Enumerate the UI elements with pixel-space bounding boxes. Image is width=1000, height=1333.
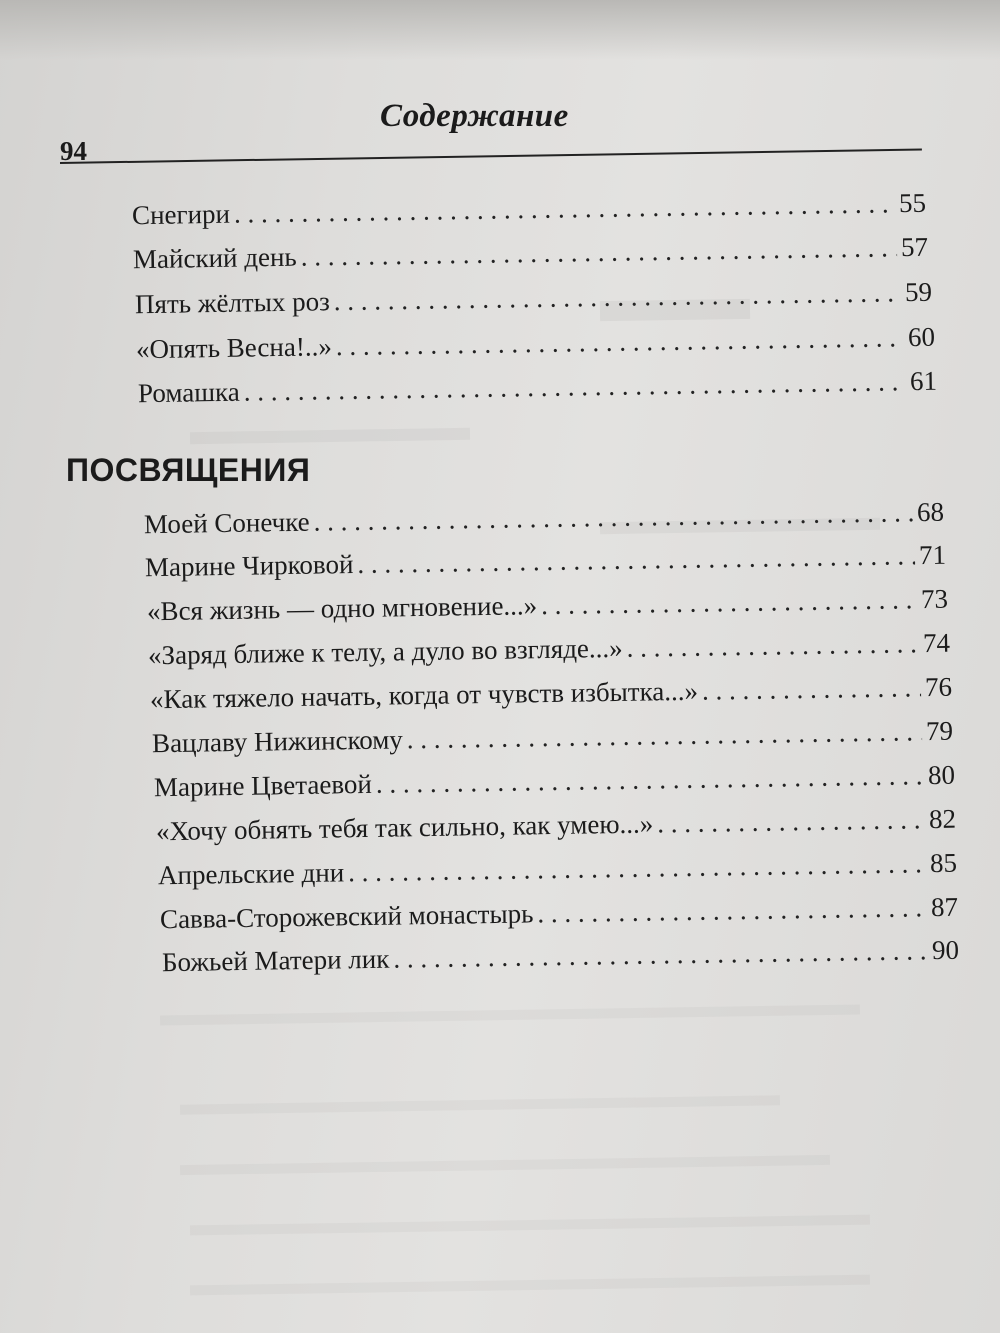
toc-entry-title: Вацлаву Нижинскому — [151, 724, 404, 759]
toc-entry-title: Моей Сонечке — [143, 506, 310, 540]
toc-entry-page: 82 — [928, 803, 957, 835]
toc-entry-page: 80 — [927, 759, 956, 791]
toc-entry-page: 60 — [907, 321, 936, 353]
toc-entry-page: 74 — [922, 627, 951, 659]
toc-entry-page: 79 — [925, 715, 954, 747]
toc-entry-page: 87 — [930, 891, 959, 923]
toc-entry-title: Майский день — [132, 241, 297, 275]
toc-entry-title: Апрельские дни — [157, 857, 345, 891]
toc-entry-title: «Вся жизнь — одно мгновение...» — [146, 590, 538, 627]
toc-entry-title: «Заряд ближе к телу, а дуло во взгляде...» — [147, 632, 623, 671]
toc-entry-title: Марине Цветаевой — [153, 768, 373, 803]
toc-entry-title: «Как тяжело начать, когда от чувств избытка...» — [149, 675, 699, 715]
toc-entry-page: 61 — [909, 365, 938, 397]
page-number: 94 — [60, 136, 87, 166]
toc-entry-page: 68 — [916, 496, 945, 528]
toc-entry-page: 59 — [904, 276, 933, 308]
toc-entry-title: Пять жёлтых роз — [134, 286, 331, 320]
toc-entry-title: Снегири — [131, 198, 231, 231]
toc-entry-title: Савва-Сторожевский монастырь — [159, 898, 534, 935]
toc-entry-page: 85 — [929, 847, 958, 879]
toc-entry-page: 55 — [898, 187, 927, 219]
toc-entry-page: 57 — [900, 231, 929, 263]
toc-entry-page: 73 — [920, 583, 949, 615]
toc-entry-title: Ромашка — [137, 376, 240, 409]
toc-entry-page: 76 — [924, 671, 953, 703]
section-heading: ПОСВЯЩЕНИЯ — [66, 452, 311, 488]
toc-entry-title: Марине Чирковой — [144, 549, 354, 583]
toc-entry-title: «Опять Весна!..» — [135, 331, 333, 365]
toc-entry-title: Божьей Матери лик — [161, 943, 390, 978]
page-title: Содержание — [380, 98, 569, 134]
toc-entry-page: 90 — [931, 934, 960, 966]
toc-entry-page: 71 — [918, 539, 947, 571]
toc-entry-title: «Хочу обнять тебя так сильно, как умею...» — [155, 808, 654, 847]
